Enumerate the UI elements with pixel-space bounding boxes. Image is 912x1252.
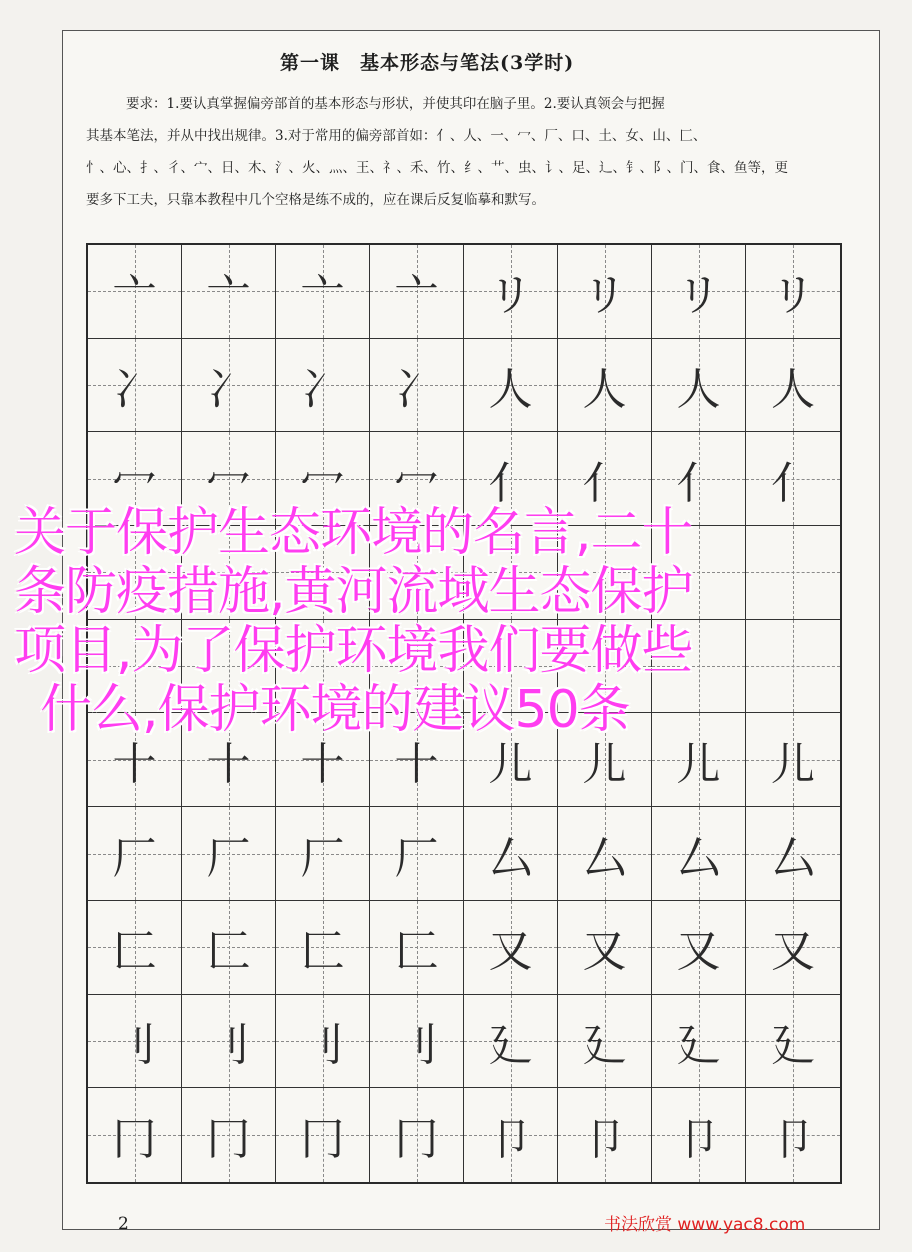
stroke-glyph: 厶 [582, 832, 627, 884]
requirements-line: 要多下工夫，只靠本教程中几个空格是练不成的，应在课后反复临摹和默写。 [86, 192, 545, 208]
grid-cell [746, 807, 840, 901]
grid-cell [276, 901, 370, 995]
stroke-glyph: 人 [771, 364, 815, 416]
grid-cell [182, 339, 276, 433]
stroke-glyph: 冫 [394, 364, 439, 416]
grid-cell [88, 1088, 182, 1182]
grid-cell [652, 1088, 746, 1182]
headline-line: 关于保护生态环境的名言,二十 [14, 503, 693, 563]
stroke-glyph: 又 [582, 926, 627, 978]
stroke-glyph: 亠 [206, 270, 251, 322]
stroke-glyph: 廴 [771, 1019, 815, 1071]
grid-cell [370, 245, 464, 339]
grid-cell [746, 995, 840, 1089]
grid-cell [746, 339, 840, 433]
grid-cell [182, 995, 276, 1089]
stroke-glyph: 冂 [300, 1114, 345, 1166]
grid-cell [464, 1088, 558, 1182]
grid-cell [88, 995, 182, 1089]
stroke-glyph: 厶 [771, 832, 815, 884]
stroke-glyph: リ [488, 270, 533, 322]
grid-cell [652, 339, 746, 433]
grid-cell [88, 245, 182, 339]
requirements-text [86, 88, 856, 216]
stroke-glyph: 又 [676, 926, 721, 978]
grid-cell [464, 245, 558, 339]
grid-cell [276, 1088, 370, 1182]
stroke-glyph: 刂 [394, 1019, 439, 1071]
stroke-glyph: 厂 [300, 832, 345, 884]
headline-line: 什么,保护环境的建议50条 [40, 680, 630, 740]
grid-cell [464, 901, 558, 995]
grid-cell [276, 807, 370, 901]
stroke-glyph: 匚 [300, 926, 345, 978]
stroke-glyph: 亻 [676, 457, 721, 509]
grid-cell [182, 1088, 276, 1182]
grid-cell [558, 995, 652, 1089]
grid-cell [464, 995, 558, 1089]
stroke-glyph: 匚 [206, 926, 251, 978]
requirements-line: 忄、心、扌、彳、宀、日、木、氵、火、灬、王、礻、禾、竹、纟、艹、虫、讠、足、辶、钅、阝、门、食、鱼等，更 [86, 160, 788, 176]
stroke-glyph: 十 [394, 738, 439, 790]
stroke-glyph: 亠 [300, 270, 345, 322]
grid-cell [464, 807, 558, 901]
stroke-glyph: 廴 [488, 1019, 533, 1071]
stroke-glyph: 厶 [488, 832, 533, 884]
stroke-glyph: 刂 [300, 1019, 345, 1071]
stroke-glyph: 十 [112, 738, 157, 790]
grid-cell [558, 807, 652, 901]
stroke-glyph: 厂 [206, 832, 251, 884]
grid-cell [464, 339, 558, 433]
stroke-glyph: 人 [582, 364, 627, 416]
stroke-glyph: 卩 [771, 1114, 815, 1166]
grid-cell [182, 901, 276, 995]
grid-cell [370, 1088, 464, 1182]
grid-cell [182, 807, 276, 901]
stroke-glyph: 匚 [394, 926, 439, 978]
stroke-glyph: 又 [488, 926, 533, 978]
grid-cell [746, 901, 840, 995]
headline-line: 条防疫措施,黄河流域生态保护 [14, 562, 693, 622]
stroke-glyph: 冫 [206, 364, 251, 416]
headline-overlay [14, 504, 894, 740]
stroke-glyph: 亠 [394, 270, 439, 322]
stroke-glyph: 匚 [112, 926, 157, 978]
grid-cell [276, 245, 370, 339]
stroke-glyph: 冂 [112, 1114, 157, 1166]
grid-cell [746, 245, 840, 339]
stroke-glyph: 厂 [112, 832, 157, 884]
stroke-glyph: 冖 [300, 457, 345, 509]
stroke-glyph: 刂 [206, 1019, 251, 1071]
stroke-glyph: 冖 [112, 457, 157, 509]
stroke-glyph: 冂 [394, 1114, 439, 1166]
stroke-glyph: 儿 [488, 738, 533, 790]
grid-cell [370, 339, 464, 433]
requirements-line: 其基本笔法，并从中找出规律。3.对于常用的偏旁部首如：亻、人、一、冖、厂、口、土、女、山、匚、 [86, 128, 707, 144]
stroke-glyph: 儿 [771, 738, 815, 790]
grid-cell [370, 901, 464, 995]
stroke-glyph: 冫 [112, 364, 157, 416]
grid-cell [558, 1088, 652, 1182]
stroke-glyph: 卩 [676, 1114, 721, 1166]
grid-cell [88, 901, 182, 995]
grid-cell [558, 339, 652, 433]
stroke-glyph: 冂 [206, 1114, 251, 1166]
grid-cell [276, 339, 370, 433]
grid-cell [746, 1088, 840, 1182]
stroke-glyph: 卩 [582, 1114, 627, 1166]
grid-cell [652, 901, 746, 995]
requirements-line: 要求：1.要认真掌握偏旁部首的基本形态与形状，并使其印在脑子里。2.要认真领会与把握 [126, 96, 665, 112]
stroke-glyph: 亻 [582, 457, 627, 509]
page-number: 2 [118, 1214, 129, 1234]
stroke-glyph: 儿 [582, 738, 627, 790]
stroke-glyph: 冖 [394, 457, 439, 509]
grid-cell [88, 339, 182, 433]
grid-cell [370, 995, 464, 1089]
stroke-glyph: 十 [300, 738, 345, 790]
stroke-glyph: 人 [488, 364, 533, 416]
stroke-glyph: 厂 [394, 832, 439, 884]
grid-cell [652, 995, 746, 1089]
grid-cell [558, 245, 652, 339]
stroke-glyph: 十 [206, 738, 251, 790]
stroke-glyph: 廴 [582, 1019, 627, 1071]
stroke-glyph: 人 [676, 364, 721, 416]
grid-cell [276, 995, 370, 1089]
grid-cell [88, 807, 182, 901]
stroke-glyph: リ [771, 270, 815, 322]
stroke-glyph: 卩 [488, 1114, 533, 1166]
stroke-glyph: 厶 [676, 832, 721, 884]
grid-cell [370, 807, 464, 901]
stroke-glyph: 冖 [206, 457, 251, 509]
stroke-glyph: 亻 [488, 457, 533, 509]
grid-cell [558, 901, 652, 995]
headline-line: 项目,为了保护环境我们要做些 [14, 621, 693, 681]
stroke-glyph: リ [676, 270, 721, 322]
stroke-glyph: 亠 [112, 270, 157, 322]
site-watermark: 书法欣赏 www.yac8.com [604, 1215, 806, 1235]
grid-cell [182, 245, 276, 339]
stroke-glyph: 儿 [676, 738, 721, 790]
stroke-glyph: リ [582, 270, 627, 322]
stroke-glyph: 冫 [300, 364, 345, 416]
grid-cell [652, 807, 746, 901]
stroke-glyph: 亻 [771, 457, 815, 509]
lesson-title: 第一课 基本形态与笔法(3学时) [280, 52, 575, 74]
stroke-glyph: 刂 [112, 1019, 157, 1071]
stroke-glyph: 又 [771, 926, 815, 978]
grid-cell [652, 245, 746, 339]
stroke-glyph: 廴 [676, 1019, 721, 1071]
